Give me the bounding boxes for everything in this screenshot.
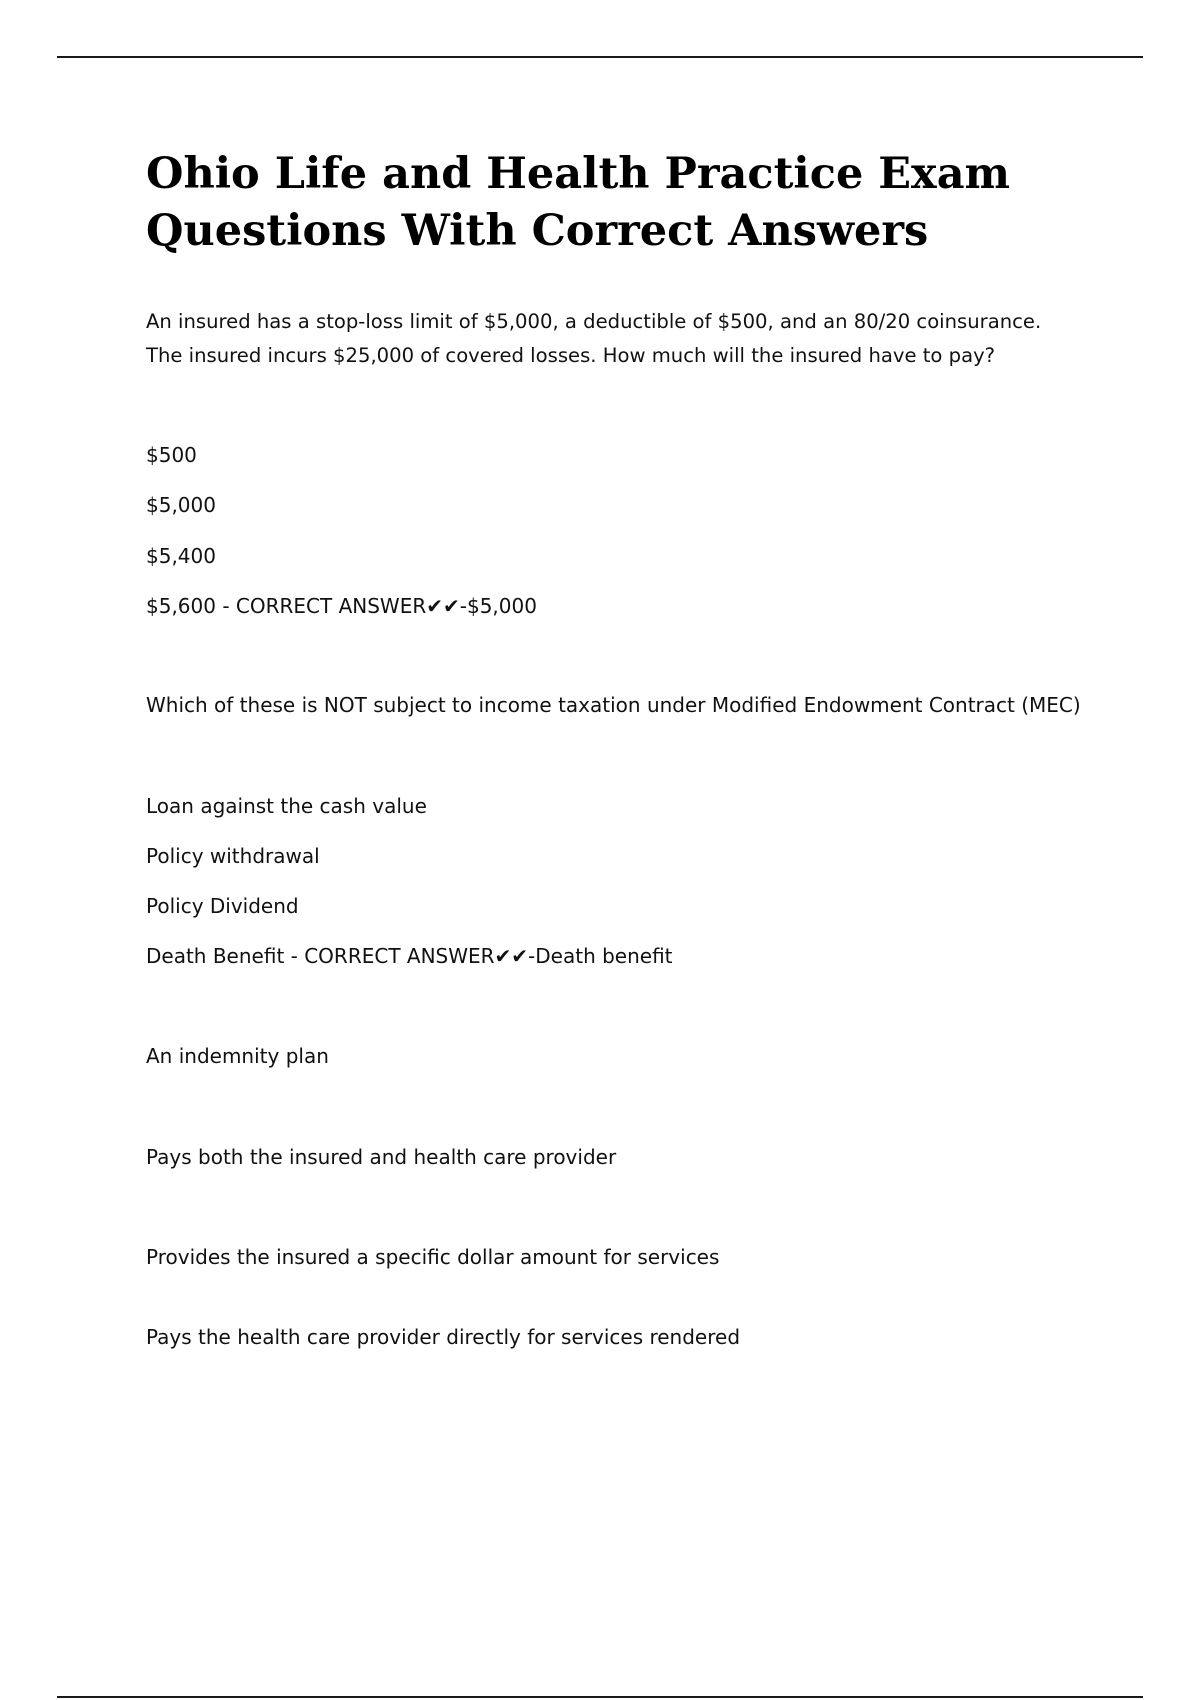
question-1-prompt-line-1: An insured has a stop-loss limit of $5,000, a deductible of $500, and an 80/20 coinsurance. <box>146 310 1042 333</box>
question-2-option-2: Policy withdrawal <box>146 844 320 868</box>
question-3-option-2: Provides the insured a specific dollar amount for services <box>146 1245 720 1269</box>
question-2-prompt: Which of these is NOT subject to income taxation under Modified Endowment Contract (MEC) <box>146 693 1081 717</box>
bottom-rule <box>57 1696 1143 1698</box>
question-2-option-4-correct: Death Benefit - CORRECT ANSWER✔✔-Death benefit <box>146 944 673 968</box>
question-1-option-4-correct: $5,600 - CORRECT ANSWER✔✔-$5,000 <box>146 594 537 618</box>
question-3-prompt: An indemnity plan <box>146 1044 329 1068</box>
question-1-option-3: $5,400 <box>146 544 216 568</box>
question-2-option-3: Policy Dividend <box>146 894 299 918</box>
question-1-option-1: $500 <box>146 443 197 467</box>
question-2-option-1: Loan against the cash value <box>146 794 427 818</box>
top-rule <box>57 56 1143 58</box>
question-1-prompt-line-2: The insured incurs $25,000 of covered losses. How much will the insured have to pay? <box>146 344 996 367</box>
question-1-option-2: $5,000 <box>146 493 216 517</box>
question-3-option-3: Pays the health care provider directly for services rendered <box>146 1325 741 1349</box>
question-3-option-1: Pays both the insured and health care provider <box>146 1145 617 1169</box>
page-title: Ohio Life and Health Practice Exam Questions With Correct Answers <box>146 149 1011 256</box>
